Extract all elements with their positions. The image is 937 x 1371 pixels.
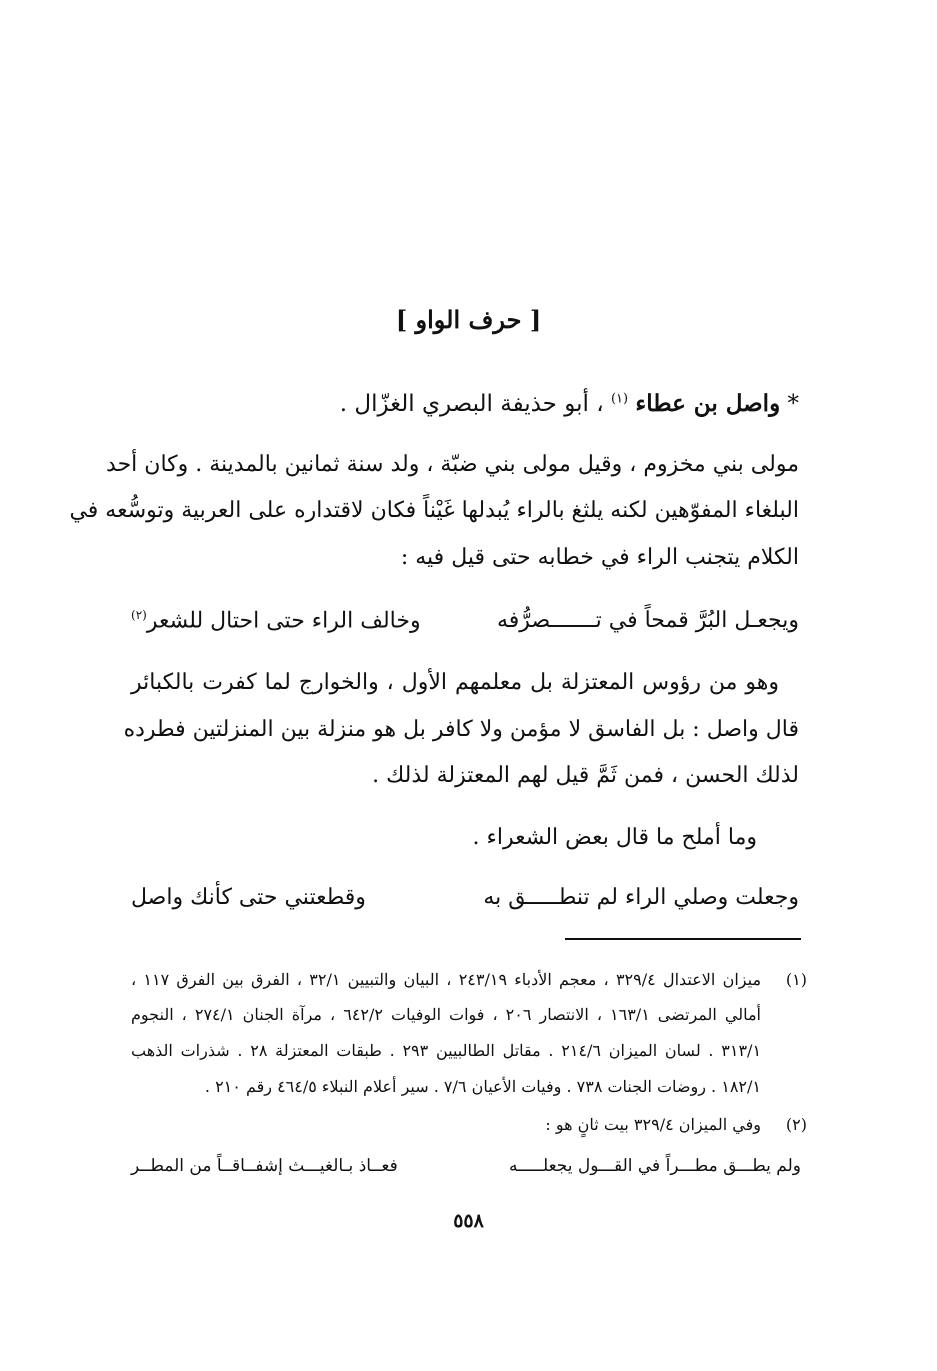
verse-1 — [131, 608, 799, 642]
verse-2 — [131, 885, 799, 919]
verse-1-second-text: وخالف الراء حتى احتال للشعر — [146, 608, 421, 634]
footnote-2-verse-second: فعــاذ بـالغيـــث إشفــاقــاً من المطــر — [131, 1156, 398, 1176]
paragraph2-line: قال واصل : بل الفاسق لا مؤمن ولا كافر بل هو منزلة بين المنزلتين فطرده — [123, 717, 799, 742]
footnote-1-cont — [129, 1041, 807, 1065]
footnote-2-number: (٢) — [785, 1115, 807, 1134]
verse-2-first-hemistich: وجعلت وصلي الراء لم تنطـــــق به — [483, 885, 799, 910]
footnote-1 — [129, 970, 807, 994]
verse-1-first-hemistich: ويجعـل البُرَّ قمحاً في تـــــــصرُّفه — [497, 608, 799, 633]
paragraph1-line: الكلام يتجنب الراء في خطابه حتى قيل فيه : — [400, 545, 799, 570]
footnote-2-line: وفي الميزان ٣٢٩/٤ بيت ثانٍ هو : — [545, 1115, 761, 1134]
verse-1-second-hemistich — [131, 608, 421, 633]
footnote-1-line: ٣١٣/١ . لسان الميزان ٢١٤/٦ . مقاتل الطالبيين ٢٩٣ . طبقات المعتزلة ٢٨ . شذرات الذهب — [131, 1041, 762, 1060]
entry-name-rest: ، أبو حذيفة البصري الغزّال . — [339, 391, 604, 417]
entry-marker: * — [787, 391, 799, 417]
footnote-separator — [565, 938, 801, 940]
footnote-2 — [129, 1115, 807, 1139]
verse-1-footnote-ref: (٢) — [131, 608, 147, 622]
footnote-1-number: (١) — [785, 970, 807, 989]
footnote-1-cont — [129, 1077, 807, 1101]
footnote-1-line: ميزان الاعتدال ٣٢٩/٤ ، معجم الأدباء ٢٤٣/١٩ ، البيان والتبيين ٣٢/١ ، الفرق بين الفرق ١١٧ ، — [131, 970, 762, 989]
section-title: [ حرف الواو ] — [395, 305, 542, 334]
paragraph2-line: وهو من رؤوس المعتزلة بل معلمهم الأول ، والخوارج لما كفرت بالكبائر — [131, 670, 779, 695]
footnote-1-line: أمالي المرتضى ١٦٣/١ ، الانتصار ٢٠٦ ، فوات الوفيات ٦٤٢/٢ ، مرآة الجنان ٢٧٤/١ ، النجوم — [131, 1005, 761, 1024]
paragraph2-line: لذلك الحسن ، فمن ثَمَّ قيل لهم المعتزلة لذلك . — [372, 763, 799, 788]
paragraph1-line: مولى بني مخزوم ، وقيل مولى بني ضبّة ، ولد سنة ثمانين بالمدينة . وكان أحد — [106, 452, 799, 477]
footnote-2-verse-first: ولم يطـــق مطـــراً في القـــول يجعلـــــه — [508, 1156, 801, 1176]
entry-name: واصل بن عطاء — [635, 390, 781, 417]
verse-2-second-hemistich: وقطعتني حتى كأنك واصل — [131, 885, 366, 910]
footnote-1-cont — [129, 1005, 807, 1029]
entry-heading — [340, 390, 799, 417]
entry-footnote-ref: (١) — [610, 391, 629, 407]
paragraph3: وما أملح ما قال بعض الشعراء . — [472, 825, 757, 850]
page-number: ٥٥٨ — [453, 1210, 484, 1232]
footnote-2-verse — [131, 1156, 801, 1182]
paragraph1-line: البلغاء المفوّهين لكنه يلثغ بالراء يُبدلها غَيْناً فكان لاقتداره على العربية وتوسُّعه في — [69, 498, 799, 523]
footnote-1-line: ١٨٢/١ . روضات الجنات ٧٣٨ . وفيات الأعيان ٧/٦ . سير أعلام النبلاء ٤٦٤/٥ رقم ٢١٠ . — [204, 1077, 761, 1096]
